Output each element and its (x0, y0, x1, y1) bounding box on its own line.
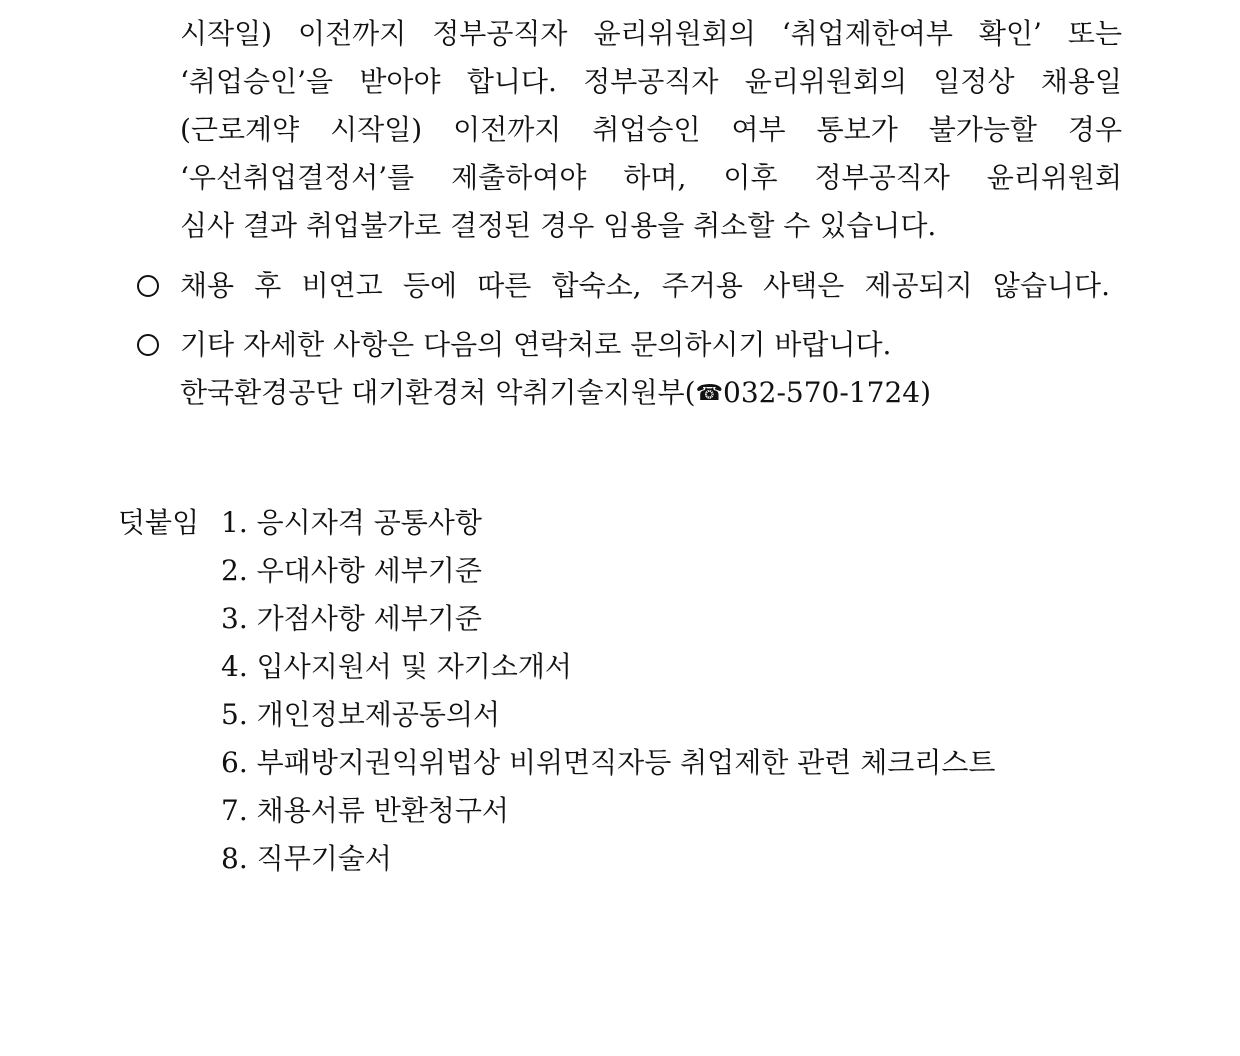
bullet-text: 기타 자세한 사항은 다음의 연락처로 문의하시기 바랍니다. (180, 328, 892, 361)
paragraph-line: ‘우선취업결정서’를 제출하여야 하며, 이후 정부공직자 윤리위원회 (180, 161, 1122, 194)
bullet-text: 채용 후 비연고 등에 따른 합숙소, 주거용 사택은 제공되지 않습니다. (180, 269, 1110, 302)
attachment-item: 2. 우대사항 세부기준 (221, 554, 482, 587)
circle-bullet-icon (137, 334, 159, 356)
attachment-item: 6. 부패방지권익위법상 비위면직자등 취업제한 관련 체크리스트 (221, 746, 996, 779)
contact-line (180, 373, 931, 413)
attachments-label: 덧붙임 (118, 506, 200, 539)
paragraph-line: 심사 결과 취업불가로 결정된 경우 임용을 취소할 수 있습니다. (180, 209, 937, 242)
attachment-item: 8. 직무기술서 (221, 842, 392, 875)
contact-close: ) (920, 376, 932, 409)
contact-org: 한국환경공단 대기환경처 악취기술지원부( (180, 376, 696, 409)
attachment-item: 7. 채용서류 반환청구서 (221, 794, 509, 827)
paragraph-line: 시작일) 이전까지 정부공직자 윤리위원회의 ‘취업제한여부 확인’ 또는 (180, 17, 1122, 50)
attachment-item: 5. 개인정보제공동의서 (221, 698, 501, 731)
attachment-item: 4. 입사지원서 및 자기소개서 (221, 650, 572, 683)
telephone-icon: ☎ (695, 381, 723, 406)
circle-bullet-icon (137, 275, 159, 297)
attachment-item: 3. 가점사항 세부기준 (221, 602, 482, 635)
attachment-item: 1. 응시자격 공통사항 (221, 506, 482, 539)
contact-phone: 032-570-1724 (723, 376, 921, 409)
paragraph-line: ‘취업승인’을 받아야 합니다. 정부공직자 윤리위원회의 일정상 채용일 (180, 65, 1122, 98)
paragraph-line: (근로계약 시작일) 이전까지 취업승인 여부 통보가 불가능할 경우 (180, 113, 1122, 146)
